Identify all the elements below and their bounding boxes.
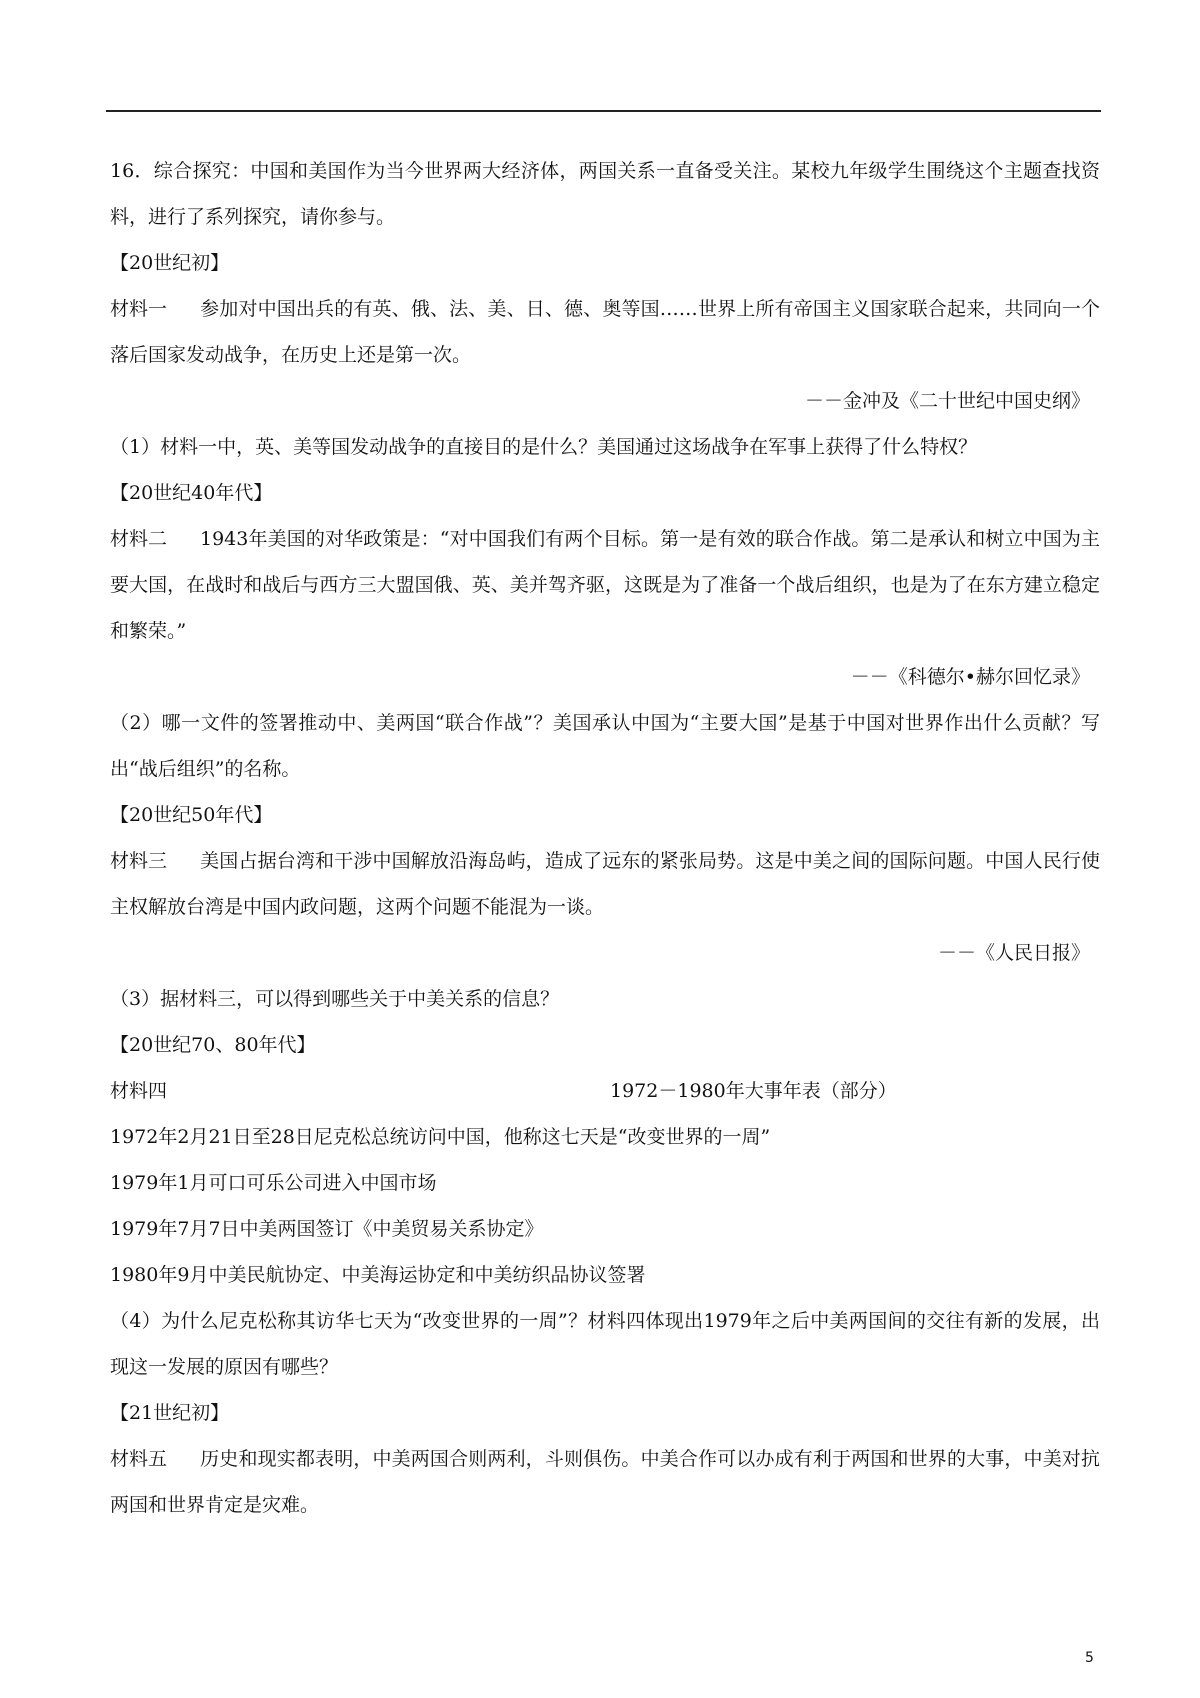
material-label: 材料四 <box>110 1080 168 1102</box>
material-text: 参加对中国出兵的有英、俄、法、美、日、德、奥等国……世界上所有帝国主义国家联合起来，共同向一个落后国家发动战争，在历史上还是第一次。 <box>110 298 1100 366</box>
material-paragraph <box>110 286 1100 378</box>
sub-question: （3）据材料三，可以得到哪些关于中美关系的信息？ <box>110 988 560 1010</box>
material-paragraph <box>110 838 1100 930</box>
material-paragraph <box>110 516 1100 654</box>
material-text: 美国占据台湾和干涉中国解放沿海岛屿，造成了远东的紧张局势。这是中美之间的国际问题。中国人民行使主权解放台湾是中国内政问题，这两个问题不能混为一谈。 <box>110 850 1100 918</box>
material-source: －－《人民日报》 <box>937 942 1090 964</box>
material-label: 材料一 <box>110 298 168 320</box>
chronology-title: 1972－1980年大事年表（部分） <box>610 1080 897 1102</box>
sub-question: （4）为什么尼克松称其访华七天为“改变世界的一周”？材料四体现出1979年之后中美两国间的交往有新的发展，出现这一发展的原因有哪些？ <box>110 1310 1100 1378</box>
question-16 <box>110 148 1100 1528</box>
material-source: －－金冲及《二十世纪中国史纲》 <box>804 390 1090 412</box>
page-number: 5 <box>1085 1650 1094 1666</box>
material-label: 材料三 <box>110 850 168 872</box>
chronology-event: 1980年9月中美民航协定、中美海运协定和中美纺织品协议签署 <box>110 1264 646 1286</box>
section-header: 【20世纪40年代】 <box>110 482 273 504</box>
sub-question: （1）材料一中，英、美等国发动战争的直接目的是什么？美国通过这场战争在军事上获得了什么特权？ <box>110 436 978 458</box>
material-text: 历史和现实都表明，中美两国合则两利，斗则俱伤。中美合作可以办成有利于两国和世界的大事，中美对抗两国和世界肯定是灾难。 <box>110 1448 1100 1516</box>
section-header: 【20世纪70、80年代】 <box>110 1034 316 1056</box>
chronology-event: 1979年7月7日中美两国签订《中美贸易关系协定》 <box>110 1218 544 1240</box>
header-rule <box>106 110 1101 112</box>
section-header: 【21世纪初】 <box>110 1402 230 1424</box>
question-intro: 16．综合探究：中国和美国作为当今世界两大经济体，两国关系一直备受关注。某校九年级学生围绕这个主题查找资料，进行了系列探究，请你参与。 <box>110 160 1100 228</box>
material-paragraph <box>110 1436 1100 1528</box>
chronology-event: 1979年1月可口可乐公司进入中国市场 <box>110 1172 437 1194</box>
material-label: 材料二 <box>110 528 168 550</box>
material-text: 1943年美国的对华政策是：“对中国我们有两个目标。第一是有效的联合作战。第二是承认和树立中国为主要大国，在战时和战后与西方三大盟国俄、英、美并驾齐驱，这既是为了准备一个战后组织，也是为了在东方建立稳定和繁荣。” <box>110 528 1100 642</box>
chronology-event: 1972年2月21日至28日尼克松总统访问中国，他称这七天是“改变世界的一周” <box>110 1126 771 1148</box>
section-header: 【20世纪50年代】 <box>110 804 273 826</box>
sub-question: （2）哪一文件的签署推动中、美两国“联合作战”？美国承认中国为“主要大国”是基于中国对世界作出什么贡献？写出“战后组织”的名称。 <box>110 712 1100 780</box>
material-source: －－《科德尔•赫尔回忆录》 <box>850 666 1090 688</box>
section-header: 【20世纪初】 <box>110 252 230 274</box>
material-four-row <box>110 1068 1100 1114</box>
material-label: 材料五 <box>110 1448 168 1470</box>
